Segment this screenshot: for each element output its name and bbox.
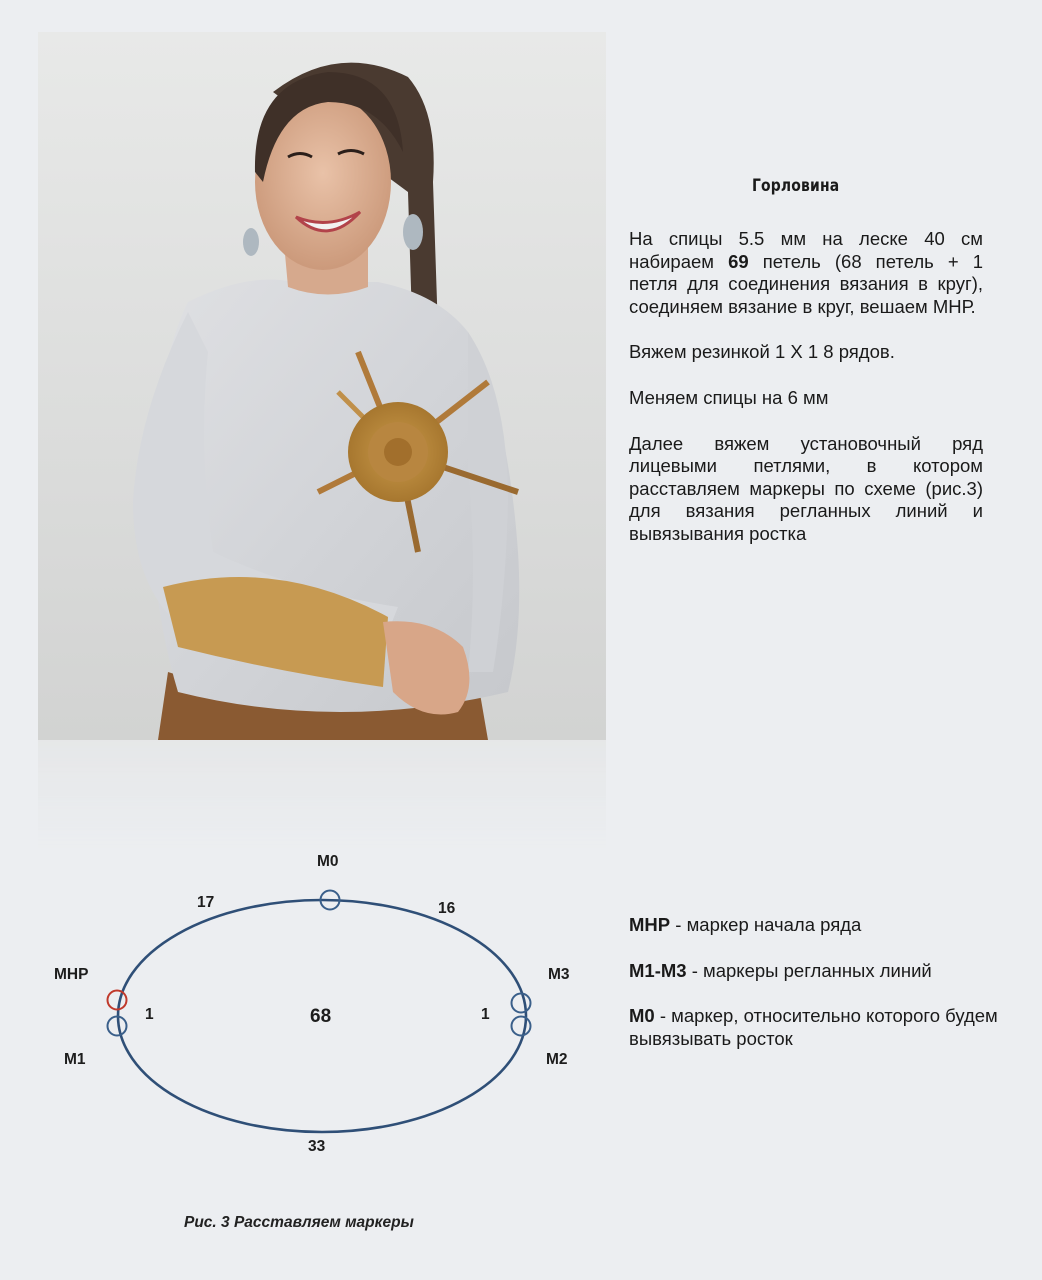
marker-m2-icon: [512, 1017, 531, 1036]
paragraph-cast-on: [629, 228, 983, 318]
legend-item-m0: [629, 1005, 1009, 1050]
marker-legend: [629, 914, 1009, 1050]
legend-item-mnr: [629, 914, 1009, 937]
paragraph-needles: Меняем спицы на 6 мм: [629, 386, 829, 408]
legend-desc: - маркер начала ряда: [670, 914, 862, 935]
label-right-one: 1: [481, 1006, 490, 1023]
paragraph-text: петель (68 петель + 1 петля для соединения вязания в круг), соединяем вязание в круг, вешаем МНР.: [629, 250, 983, 317]
main-photo: [38, 32, 606, 740]
label-bottom-count: 33: [308, 1138, 326, 1155]
paragraph-text: На спицы 5.5 мм на леске 40 см набираем: [629, 228, 983, 272]
label-total-stitches: 68: [310, 1006, 332, 1027]
paragraph-rib: Вяжем резинкой 1 Х 1 8 рядов.: [629, 341, 895, 363]
label-top-left-count: 17: [197, 894, 215, 911]
label-m3: М3: [548, 966, 570, 983]
label-m0: М0: [317, 853, 339, 870]
legend-desc: - маркеры регланных линий: [686, 959, 932, 981]
label-left-one: 1: [145, 1006, 154, 1023]
stitch-count: 69: [728, 250, 749, 272]
figure-caption: Рис. 3 Расставляем маркеры: [184, 1214, 414, 1231]
legend-term: МНР: [629, 914, 671, 935]
photo-reflection: [38, 740, 606, 850]
legend-desc: - маркер, относительно которого будем вывязывать росток: [629, 1005, 998, 1049]
paragraph-setup-row: Далее вяжем установочный ряд лицевыми петлями, в котором расставляем маркеры по схеме (рис.3) для вязания регланных линий и вывязывания ростка: [629, 432, 983, 544]
legend-term: М1-М3: [629, 959, 687, 981]
photo-illustration: [38, 32, 606, 740]
legend-item-m1-m3: [629, 960, 1009, 983]
legend-term: М0: [629, 1005, 655, 1027]
label-m2: М2: [546, 1051, 568, 1068]
label-m1: М1: [64, 1051, 86, 1068]
marker-diagram: [40, 846, 600, 1166]
instructions-text: [629, 228, 983, 546]
label-top-right-count: 16: [438, 900, 456, 917]
label-mnr: МНР: [54, 966, 89, 983]
section-title: Горловина: [752, 176, 840, 196]
marker-m3-icon: [512, 994, 531, 1013]
marker-mnr-icon: [108, 991, 127, 1010]
